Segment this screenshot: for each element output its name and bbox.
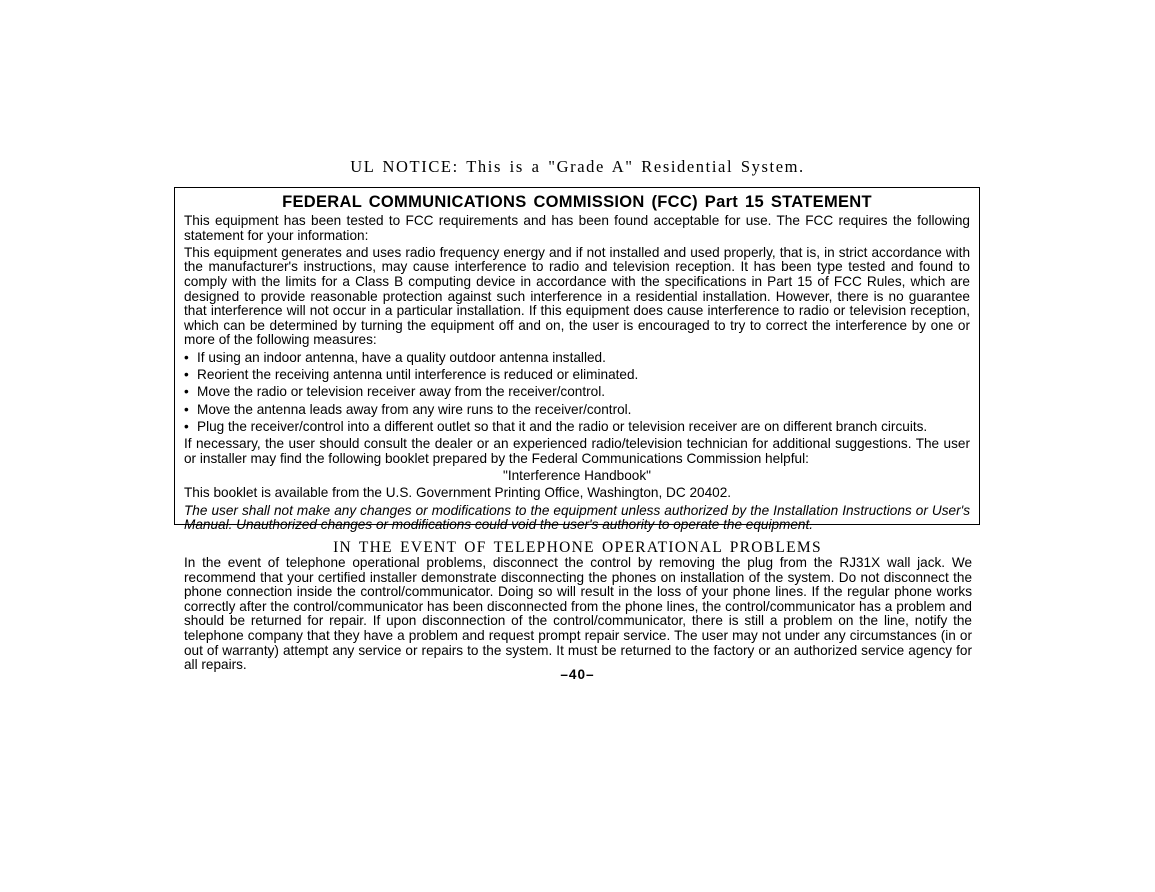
bullet-icon: • [184,349,189,365]
telephone-problems-body: In the event of telephone operational problems, disconnect the control by removing the plug from the RJ31X wall jack. We recommend that your certified installer demonstrate disconnecting the phones on installation of the system. Do not disconnect the phone connection inside the control/communicator. Doing so will result in the loss of your phone lines. If the regular phone works correctly after the control/communicator has been disconnected from the phone lines, the control/communicator has a problem and should be returned for repair. If upon disconnection of the control/communicator, there is still a problem on the line, notify the telephone company that they have a problem and request prompt repair service. The user may not under any circumstances (in or out of warranty) attempt any service or repairs to the system. It must be returned to the factory or an authorized service agency for all repairs. [184,555,972,673]
list-item [184,403,970,418]
measure-text: Move the radio or television receiver away from the receiver/control. [197,384,605,400]
bullet-icon: • [184,366,189,382]
fcc-title: FEDERAL COMMUNICATIONS COMMISSION (FCC) Part 15 STATEMENT [282,193,872,211]
page-number: –40– [560,667,595,682]
fcc-warning: The user shall not make any changes or modifications to the equipment unless authorized by the Installation Instructions or User's Manual. Unauthorized changes or modifications could void the user's authority to operate the equipment. [184,502,970,533]
ul-notice: UL NOTICE: This is a "Grade A" Residential System. [350,157,805,176]
measure-text: Reorient the receiving antenna until interference is reduced or eliminated. [197,366,639,382]
measure-text: Move the antenna leads away from any wire runs to the receiver/control. [197,401,632,417]
measure-text: Plug the receiver/control into a different outlet so that it and the radio or television receiver are on different branch circuits. [197,419,928,435]
bullet-icon: • [184,401,189,417]
list-item [184,385,970,400]
fcc-intro: This equipment has been tested to FCC requirements and has been found acceptable for use. The FCC requires the following statement for your information: [184,213,970,243]
interference-measures-list [184,351,970,435]
fcc-statement-box [174,187,980,533]
fcc-description: This equipment generates and uses radio frequency energy and if not installed and used properly, that is, in strict accordance with the manufacturer's instructions, may cause interference to radio and television reception. It has been type tested and found to comply with the limits for a Class B computing device in accordance with the specifications in Part 15 of FCC Rules, which are designed to provide reasonable protection against such interference in a residential installation. However, there is no guarantee that interference will not occur in a particular installation. If this equipment does cause interference to radio or television reception, which can be determined by turning the equipment off and on, the user is encouraged to try to correct the interference by one or more of the following measures: [184,244,970,348]
measure-text: If using an indoor antenna, have a quality outdoor antenna installed. [197,349,606,365]
bullet-icon: • [184,384,189,400]
booklet-availability: This booklet is available from the U.S. Government Printing Office, Washington, DC 20402. [184,485,732,501]
fcc-consult: If necessary, the user should consult the dealer or an experienced radio/television technician for additional suggestions. The user or installer may find the following booklet prepared by the Federal Communications Commission helpful: [184,436,970,467]
bullet-icon: • [184,419,189,435]
list-item [184,368,970,383]
list-item [184,351,970,366]
list-item [184,420,970,435]
booklet-title: "Interference Handbook" [503,468,651,484]
telephone-problems-heading: IN THE EVENT OF TELEPHONE OPERATIONAL PROBLEMS [333,539,822,556]
